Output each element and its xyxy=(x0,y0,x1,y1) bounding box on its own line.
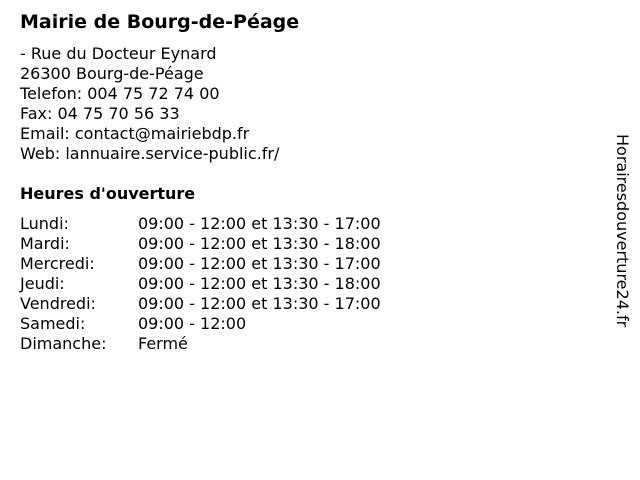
email-address: Email: contact@mairiebdp.fr xyxy=(20,124,250,143)
contact-block xyxy=(20,44,279,164)
day-label: Mardi: xyxy=(20,234,70,253)
day-hours: 09:00 - 12:00 xyxy=(138,314,247,333)
day-hours: Fermé xyxy=(138,334,188,353)
day-hours: 09:00 - 12:00 et 13:30 - 18:00 xyxy=(138,274,381,293)
site-watermark: Horairesdouverture24.fr xyxy=(613,134,632,328)
page-title: Mairie de Bourg-de-Péage xyxy=(20,11,300,33)
opening-hours-heading: Heures d'ouverture xyxy=(20,184,196,203)
day-label: Mercredi: xyxy=(20,254,95,273)
city-address: 26300 Bourg-de-Péage xyxy=(20,64,204,83)
day-hours: 09:00 - 12:00 et 13:30 - 17:00 xyxy=(138,214,381,233)
fax-number: Fax: 04 75 70 56 33 xyxy=(20,104,180,123)
day-label: Vendredi: xyxy=(20,294,96,313)
day-hours: 09:00 - 12:00 et 13:30 - 18:00 xyxy=(138,234,381,253)
day-label: Samedi: xyxy=(20,314,86,333)
website-link: Web: lannuaire.service-public.fr/ xyxy=(20,144,280,163)
day-hours: 09:00 - 12:00 et 13:30 - 17:00 xyxy=(138,294,381,313)
day-label: Dimanche: xyxy=(20,334,107,353)
street-address: - Rue du Docteur Eynard xyxy=(20,44,217,63)
day-hours: 09:00 - 12:00 et 13:30 - 17:00 xyxy=(138,254,381,273)
phone-number: Telefon: 004 75 72 74 00 xyxy=(20,84,220,103)
day-label: Lundi: xyxy=(20,214,69,233)
day-label: Jeudi: xyxy=(20,274,65,293)
